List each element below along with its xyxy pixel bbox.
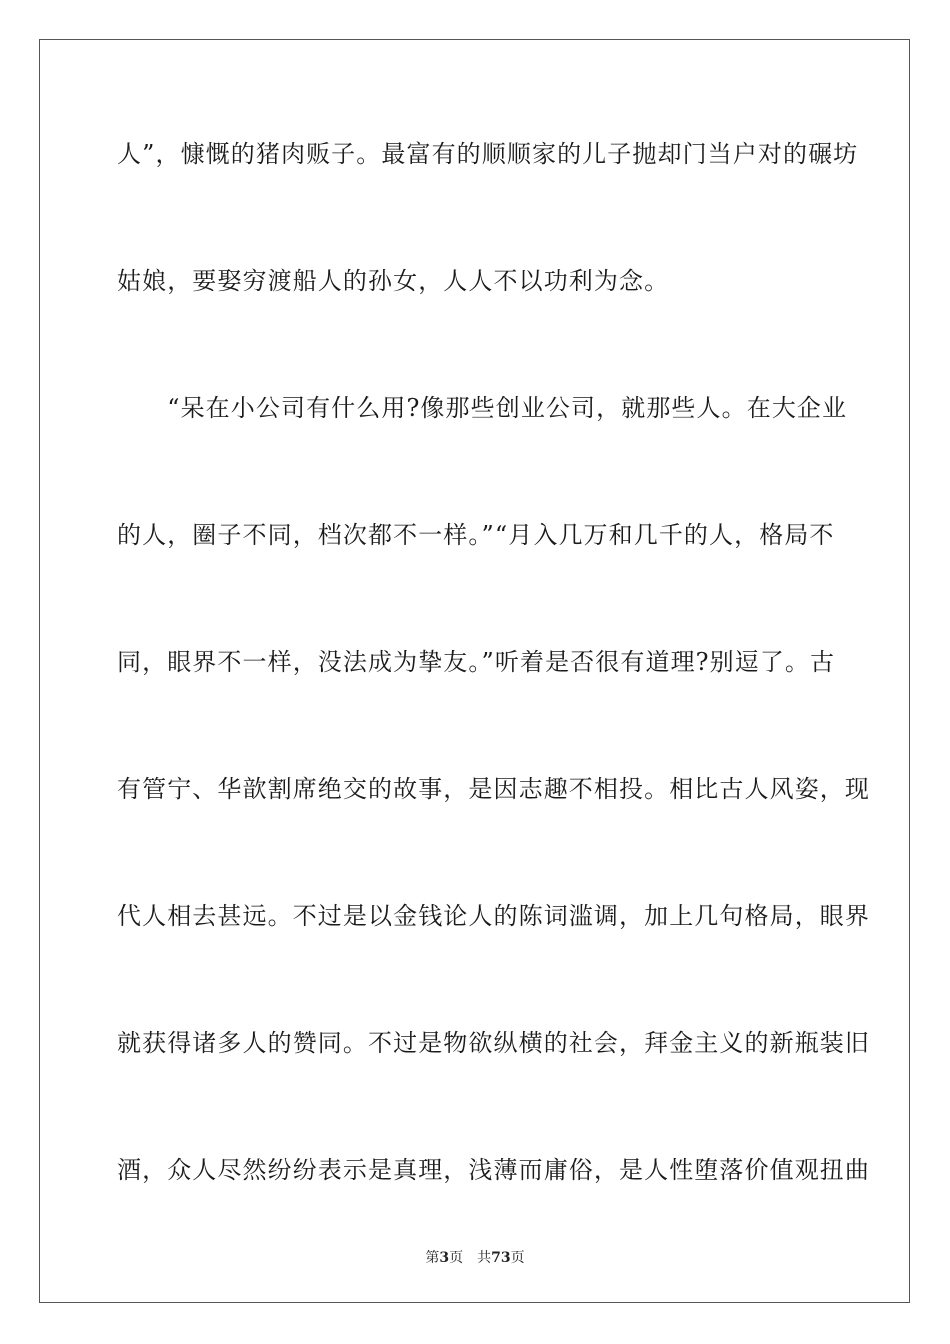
text-line-7: 代人相去甚远。不过是以金钱论人的陈词滥调，加上几句格局，眼界 — [117, 902, 870, 930]
text-line-3: “呆在小公司有什么用?像那些创业公司，就那些人。在大企业 — [117, 394, 848, 422]
text-line-9: 酒，众人尽然纷纷表示是真理，浅薄而庸俗，是人性堕落价值观扭曲 — [117, 1156, 870, 1184]
total-pages-number: 73 — [491, 1250, 511, 1266]
total-suffix: 页 — [510, 1250, 525, 1266]
total-prefix: 共 — [477, 1250, 492, 1266]
text-line-6: 有管宁、华歆割席绝交的故事，是因志趣不相投。相比古人风姿，现 — [117, 775, 870, 803]
text-line-1: 人”，慷慨的猪肉贩子。最富有的顺顺家的儿子抛却门当户对的碾坊 — [117, 140, 859, 168]
text-line-2: 姑娘，要娶穷渡船人的孙女，人人不以功利为念。 — [117, 267, 670, 295]
text-line-4: 的人，圈子不同，档次都不一样。”“月入几万和几千的人，格局不 — [117, 521, 835, 549]
current-page-number: 3 — [439, 1250, 450, 1266]
text-line-5: 同，眼界不一样，没法成为挚友。”听着是否很有道理?别逗了。古 — [117, 648, 836, 676]
document-body — [117, 124, 870, 1267]
text-line-8: 就获得诸多人的赞同。不过是物欲纵横的社会，拜金主义的新瓶装旧 — [117, 1029, 870, 1057]
page-footer — [0, 1247, 950, 1267]
page-prefix: 第 — [425, 1250, 440, 1266]
page-suffix: 页 — [449, 1250, 464, 1266]
